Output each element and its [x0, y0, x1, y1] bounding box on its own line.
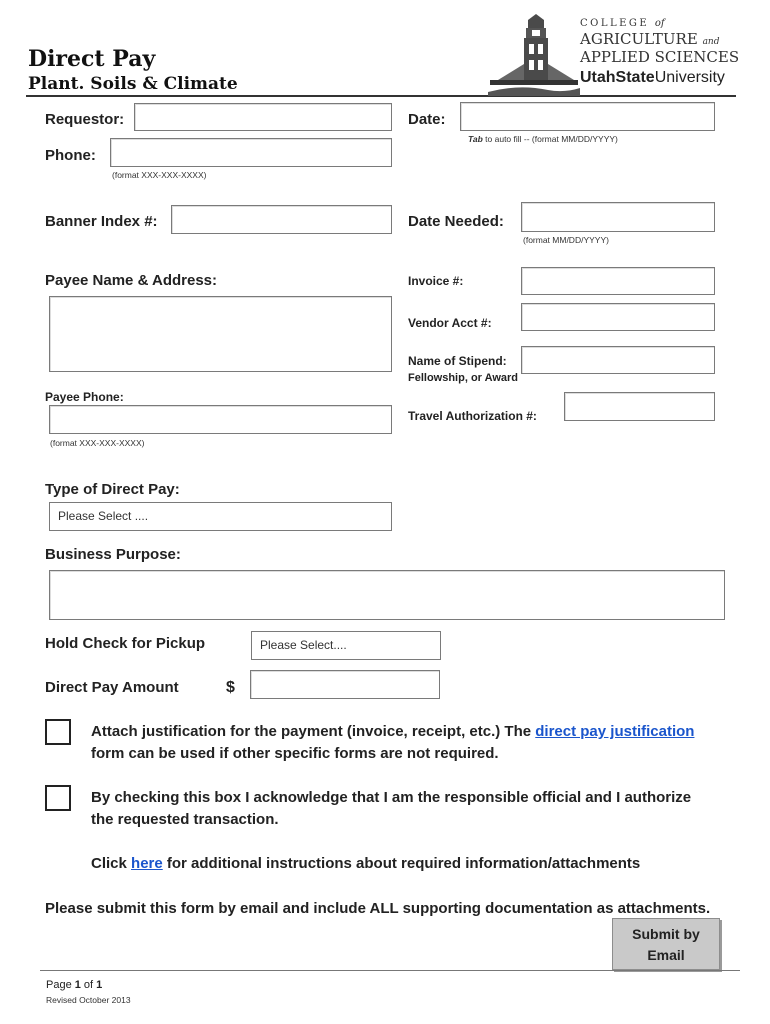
hold-check-label: Hold Check for Pickup: [45, 635, 206, 652]
date-needed-hint: (format MM/DD/YYYY): [523, 235, 609, 245]
hold-check-select[interactable]: Please Select....: [251, 631, 441, 660]
dollar-sign: $: [226, 679, 235, 696]
direct-pay-justification-link[interactable]: direct pay justification: [535, 723, 695, 740]
invoice-input[interactable]: [521, 267, 715, 295]
stipend-label: Name of Stipend:: [408, 354, 507, 368]
payee-phone-input[interactable]: [49, 405, 392, 434]
banner-index-label: Banner Index #:: [45, 213, 158, 230]
date-needed-input[interactable]: [521, 202, 715, 232]
direct-pay-amount-input[interactable]: [250, 670, 440, 699]
logo-of: of: [654, 18, 665, 29]
phone-input[interactable]: [110, 138, 392, 167]
logo-usu-regular: University: [654, 69, 725, 86]
vendor-acct-input[interactable]: [521, 303, 715, 331]
type-of-direct-pay-label: Type of Direct Pay:: [45, 481, 180, 498]
payee-name-address-label: Payee Name & Address:: [45, 272, 218, 289]
form-subtitle: Plant. Soils & Climate: [28, 74, 238, 94]
requestor-input[interactable]: [134, 103, 392, 131]
form-title: Direct Pay: [28, 46, 156, 72]
old-main-building-icon: [488, 14, 580, 96]
acknowledge-text: By checking this box I acknowledge that I am the responsible official and I authorize the requested transaction.: [91, 789, 692, 828]
direct-pay-amount-label: Direct Pay Amount: [45, 679, 179, 696]
date-hint: to auto fill -- (format MM/DD/YYYY): [482, 134, 618, 144]
stipend-input[interactable]: [521, 346, 715, 374]
stipend-label-2: Fellowship, or Award: [408, 372, 519, 384]
phone-hint: (format XXX-XXX-XXXX): [112, 170, 207, 180]
justification-text: Attach justification for the payment (invoice, receipt, etc.) The direct pay justification form can be used if other specific forms are not required.: [91, 723, 695, 762]
instructions-line: Click here for additional instructions about required information/attachments: [91, 855, 641, 872]
phone-label: Phone:: [45, 147, 96, 164]
banner-index-input[interactable]: [171, 205, 392, 234]
payee-phone-hint: (format XXX-XXX-XXXX): [50, 438, 145, 448]
logo-applied-sciences: APPLIED SCIENCES: [580, 48, 740, 66]
business-purpose-label: Business Purpose:: [45, 546, 181, 563]
instructions-here-link[interactable]: here: [131, 855, 163, 872]
footer-divider: [40, 970, 740, 971]
date-input[interactable]: [460, 102, 715, 131]
type-of-direct-pay-select[interactable]: Please Select ....: [49, 502, 392, 531]
college-logo: [488, 14, 740, 96]
date-hint-tab: Tab: [468, 134, 483, 144]
submit-by-email-button[interactable]: Submit by Email: [612, 918, 720, 970]
date-needed-label: Date Needed:: [408, 213, 504, 230]
invoice-label: Invoice #:: [408, 274, 464, 288]
submit-note: Please submit this form by email and include ALL supporting documentation as attachments.: [45, 900, 711, 917]
logo-and: and: [702, 37, 720, 47]
payee-phone-label: Payee Phone:: [45, 390, 124, 404]
travel-auth-label: Travel Authorization #:: [408, 409, 537, 423]
acknowledge-checkbox[interactable]: [45, 785, 71, 811]
date-label: Date:: [408, 111, 446, 128]
vendor-acct-label: Vendor Acct #:: [408, 316, 492, 330]
payee-name-address-input[interactable]: [49, 296, 392, 372]
page-number: Page 1 of 1: [46, 979, 103, 991]
revised-date: Revised October 2013: [46, 995, 131, 1005]
justification-checkbox[interactable]: [45, 719, 71, 745]
requestor-label: Requestor:: [45, 111, 125, 128]
logo-college: COLLEGE: [580, 18, 650, 29]
logo-usu-bold: UtahState: [580, 69, 655, 86]
logo-agriculture: AGRICULTURE: [580, 30, 698, 48]
business-purpose-input[interactable]: [49, 570, 725, 620]
travel-auth-input[interactable]: [564, 392, 715, 421]
